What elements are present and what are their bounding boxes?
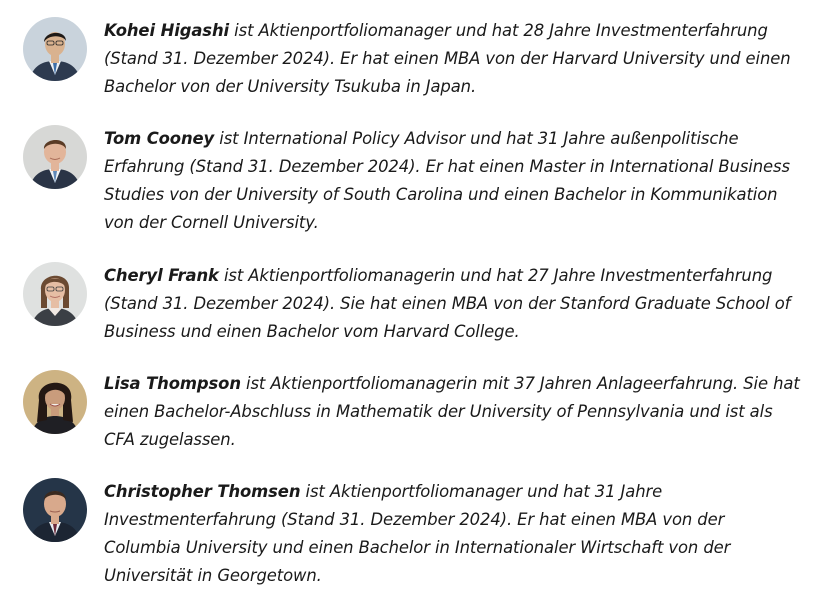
avatar bbox=[23, 17, 87, 81]
portrait-photo-icon bbox=[23, 125, 87, 189]
portrait-photo-icon bbox=[23, 17, 87, 81]
person-name: Cheryl Frank bbox=[104, 266, 219, 285]
person-bio: ist Aktienportfoliomanager und hat 31 Jahre Investmenterfahrung (Stand 31. Dezember 2024). Er hat einen MBA von der Columbia University und einen Bachelor in Internationaler Wirtschaft von der Universität in Georgetown. bbox=[104, 482, 731, 585]
person-bio: ist International Policy Advisor und hat 31 Jahre außenpolitische Erfahrung (Stand 31. Dezember 2024). Er hat einen Master in International Business Studies von der University of South Carolina und einen Bachelor in Kommunikation von der Cornell University. bbox=[104, 129, 790, 232]
avatar bbox=[23, 262, 87, 326]
bio-text bbox=[104, 370, 804, 454]
bio-text bbox=[104, 262, 804, 346]
avatar bbox=[23, 370, 87, 434]
person-name: Christopher Thomsen bbox=[104, 482, 301, 501]
person-bio: ist Aktienportfoliomanagerin mit 37 Jahren Anlageerfahrung. Sie hat einen Bachelor-Abschluss in Mathematik der University of Pennsylvania und ist als CFA zugelassen. bbox=[104, 374, 800, 449]
person-bio: ist Aktienportfoliomanagerin und hat 27 Jahre Investmenterfahrung (Stand 31. Dezember 2024). Sie hat einen MBA von der Stanford Graduate School of Business und einen Bachelor vom Harvard College. bbox=[104, 266, 791, 341]
person-bio: ist Aktienportfoliomanager und hat 28 Jahre Investmenterfahrung (Stand 31. Dezember 2024). Er hat einen MBA von der Harvard University und einen Bachelor von der University Tsukuba in Japan. bbox=[104, 21, 791, 96]
portrait-photo-icon bbox=[23, 262, 87, 326]
bio-text bbox=[104, 17, 804, 101]
person-name: Lisa Thompson bbox=[104, 374, 241, 393]
person-name: Tom Cooney bbox=[104, 129, 215, 148]
portrait-photo-icon bbox=[23, 478, 87, 542]
bio-text bbox=[104, 125, 804, 237]
bio-text bbox=[104, 478, 804, 590]
avatar bbox=[23, 125, 87, 189]
person-name: Kohei Higashi bbox=[104, 21, 230, 40]
portrait-photo-icon bbox=[23, 370, 87, 434]
avatar bbox=[23, 478, 87, 542]
